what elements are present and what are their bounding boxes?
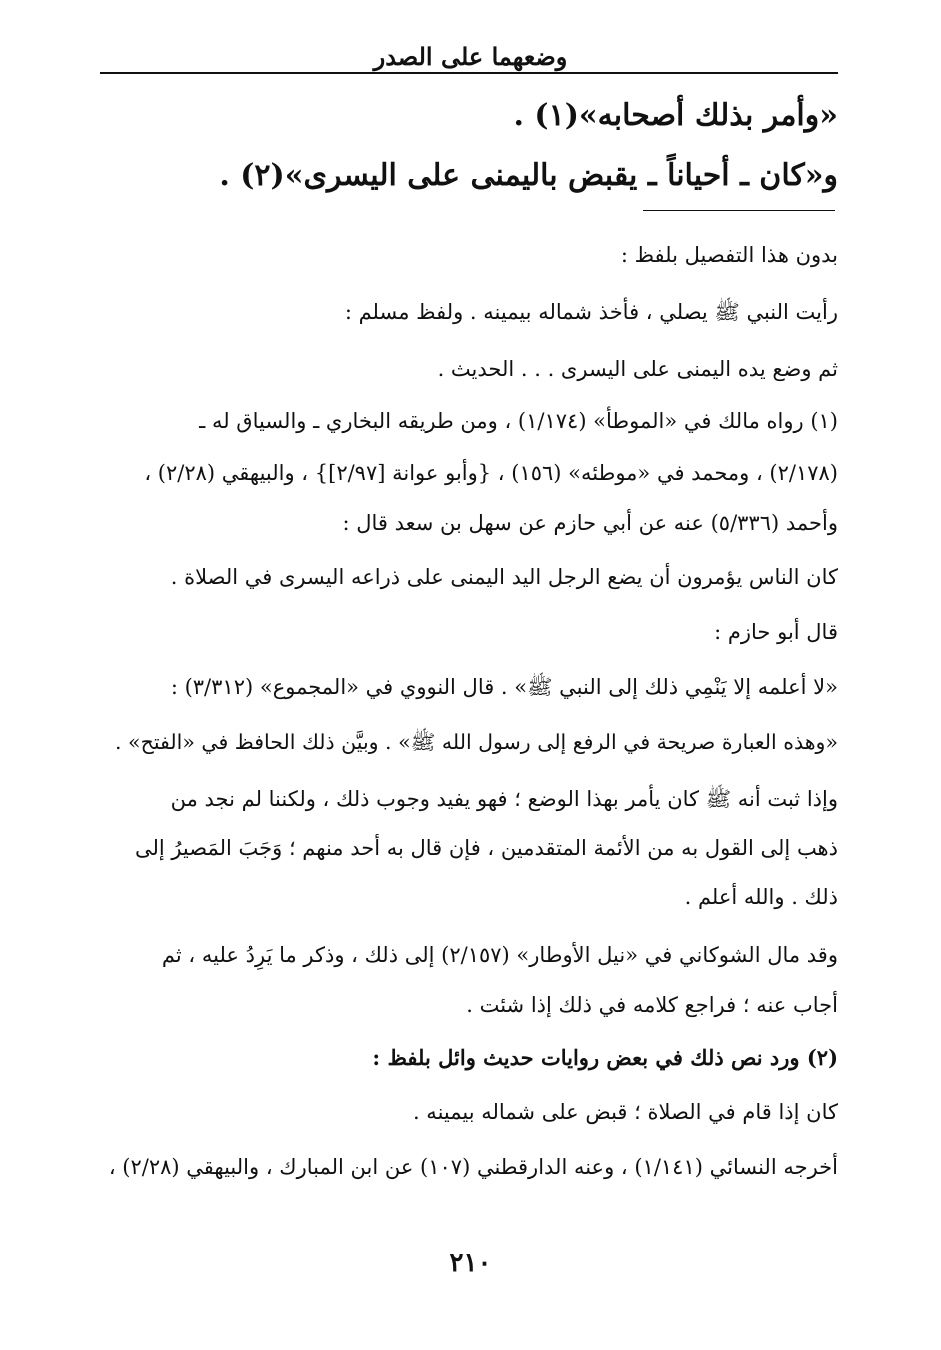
footnote-separator xyxy=(643,210,835,211)
header-divider xyxy=(100,72,838,74)
footnote-line: بدون هذا التفصيل بلفظ : xyxy=(620,243,838,267)
running-header: وضعهما على الصدر xyxy=(373,42,568,71)
page-number: ٢١٠ xyxy=(449,1248,492,1278)
footnote-line: (٢/١٧٨) ، ومحمد في «موطئه» (١٥٦) ، {وأبو عوانة [٢/٩٧]} ، والبيهقي (٢/٢٨) ، xyxy=(144,461,838,485)
footnote-line: أجاب عنه ؛ فراجع كلامه في ذلك إذا شئت . xyxy=(466,993,838,1017)
footnote-line: (١) رواه مالك في «الموطأ» (١/١٧٤) ، ومن طريقه البخاري ـ والسياق له ـ xyxy=(199,409,838,433)
footnote-line: كان إذا قام في الصلاة ؛ قبض على شماله بيمينه . xyxy=(412,1100,838,1124)
footnote-line: قال أبو حازم : xyxy=(714,620,838,644)
footnote-line: ذلك . والله أعلم . xyxy=(684,885,838,909)
footnote-line: وأحمد (٥/٣٣٦) عنه عن أبي حازم عن سهل بن سعد قال : xyxy=(342,511,838,535)
footnote-line: ذهب إلى القول به من الأئمة المتقدمين ، فإن قال به أحد منهم ؛ وَجَبَ المَصيرُ إلى xyxy=(134,836,838,860)
footnote-line: «لا أعلمه إلا يَنْمِي ذلك إلى النبي ﷺ» . قال النووي في «المجموع» (٣/٣١٢) : xyxy=(170,675,838,699)
footnote-line: وقد مال الشوكاني في «نيل الأوطار» (٢/١٥٧) إلى ذلك ، وذكر ما يَرِدُ عليه ، ثم xyxy=(161,943,838,967)
footnote-line: ثم وضع يده اليمنى على اليسرى . . . الحديث . xyxy=(437,357,838,381)
main-text-line-2: و«كان ـ أحياناً ـ يقبض باليمنى على اليسرى»(٢) . xyxy=(219,158,838,193)
footnote-line: رأيت النبي ﷺ يصلي ، فأخذ شماله بيمينه . ولفظ مسلم : xyxy=(344,300,838,324)
footnote-line: كان الناس يؤمرون أن يضع الرجل اليد اليمنى على ذراعه اليسرى في الصلاة . xyxy=(170,565,838,589)
footnote-line: (٢) ورد نص ذلك في بعض روايات حديث وائل بلفظ : xyxy=(372,1045,838,1070)
footnote-line: «وهذه العبارة صريحة في الرفع إلى رسول الله ﷺ» . وبيَّن ذلك الحافظ في «الفتح» . xyxy=(115,730,838,754)
footnote-line: أخرجه النسائي (١/١٤١) ، وعنه الدارقطني (١٠٧) عن ابن المبارك ، والبيهقي (٢/٢٨) ، xyxy=(108,1155,838,1179)
main-text-line-1: «وأمر بذلك أصحابه»(١) . xyxy=(513,98,838,133)
footnote-line: وإذا ثبت أنه ﷺ كان يأمر بهذا الوضع ؛ فهو يفيد وجوب ذلك ، ولكننا لم نجد من xyxy=(170,787,838,811)
